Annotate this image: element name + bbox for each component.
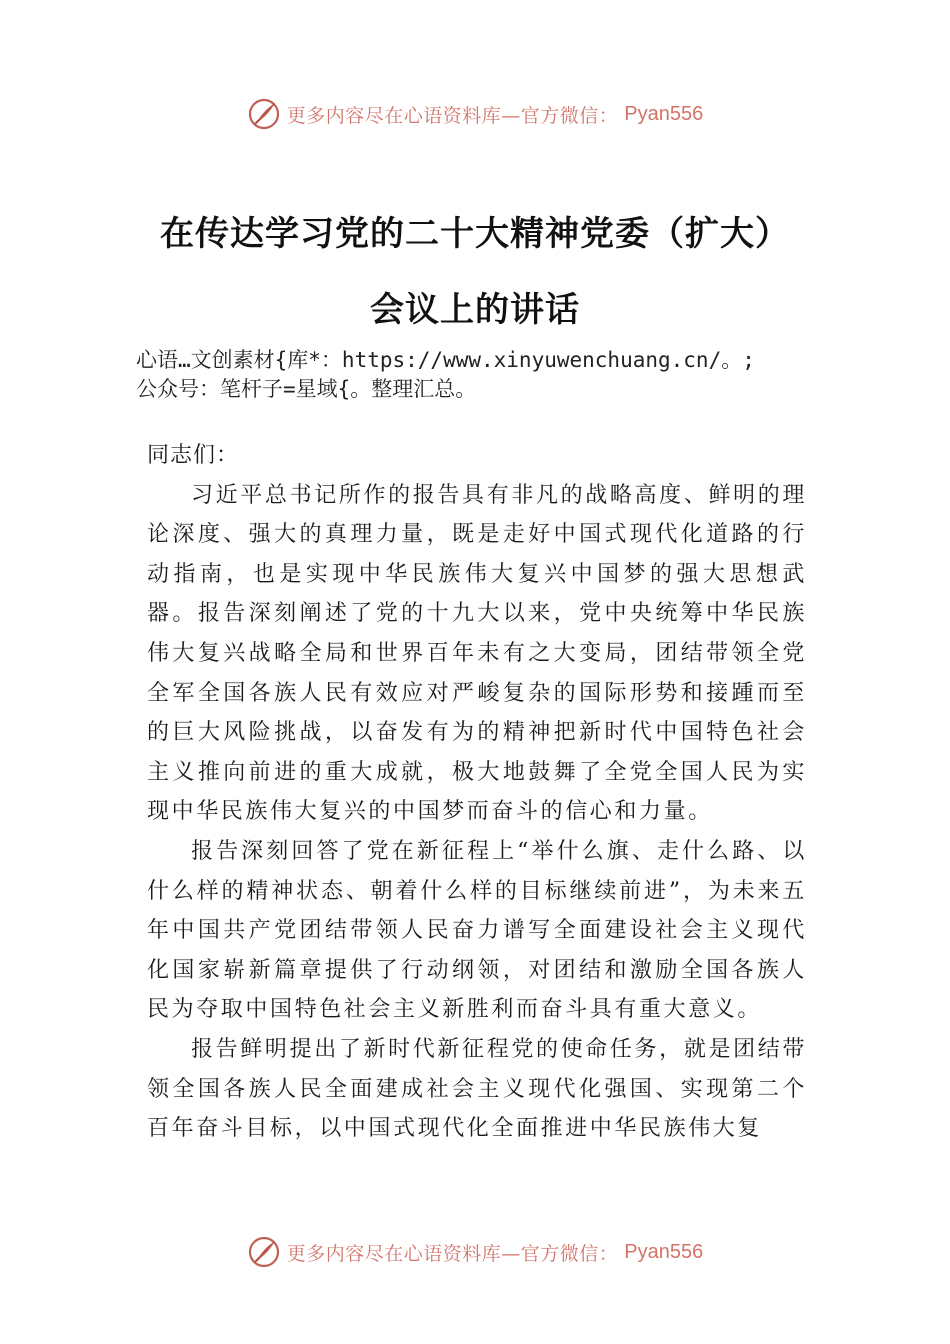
greeting: 同志们：: [147, 443, 240, 468]
banner-text: 更多内容尽在心语资料库—官方微信：: [286, 1242, 619, 1265]
quill-pen-logo-icon: [247, 97, 281, 131]
document-title-line-1: 在传达学习党的二十大精神党委（扩大）: [160, 214, 790, 254]
quill-pen-logo-icon: [247, 1235, 281, 1269]
wechat-id: Pyan556: [624, 102, 704, 125]
document-body: [147, 436, 807, 1149]
source-line-2: 公众号：笔杆子=星域{。整理汇总。: [136, 377, 477, 401]
document-title-line-2: 会议上的讲话: [370, 290, 580, 330]
header-banner: [0, 94, 950, 134]
wechat-id: Pyan556: [624, 1240, 704, 1263]
footer-banner: [0, 1232, 950, 1272]
banner-text: 更多内容尽在心语资料库—官方微信：: [286, 104, 619, 127]
paragraph-2: 报告深刻回答了党在新征程上“举什么旗、走什么路、以什么样的精神状态、朝着什么样的目标继续前进”，为未来五年中国共产党团结带领人民奋力谱写全面建设社会主义现代化国家崭新篇章提供了行动纲领，对团结和激励全国各族人民为夺取中国特色社会主义新胜利而奋斗具有重大意义。: [147, 838, 807, 1023]
source-line-1: 心语…文创素材{库*：https://www.xinyuwenchuang.cn/。;: [136, 348, 755, 372]
paragraph-3: 报告鲜明提出了新时代新征程党的使命任务，就是团结带领全国各族人民全面建成社会主义现代化强国、实现第二个百年奋斗目标，以中国式现代化全面推进中华民族伟大复: [147, 1036, 807, 1142]
paragraph-1: 习近平总书记所作的报告具有非凡的战略高度、鲜明的理论深度、强大的真理力量，既是走好中国式现代化道路的行动指南，也是实现中华民族伟大复兴中国梦的强大思想武器。报告深刻阐述了党的十九大以来，党中央统筹中华民族伟大复兴战略全局和世界百年未有之大变局，团结带领全党全军全国各族人民有效应对严峻复杂的国际形势和接踵而至的巨大风险挑战，以奋发有为的精神把新时代中国特色社会主义推向前进的重大成就，极大地鼓舞了全党全国人民为实现中华民族伟大复兴的中国梦而奋斗的信心和力量。: [147, 482, 807, 825]
